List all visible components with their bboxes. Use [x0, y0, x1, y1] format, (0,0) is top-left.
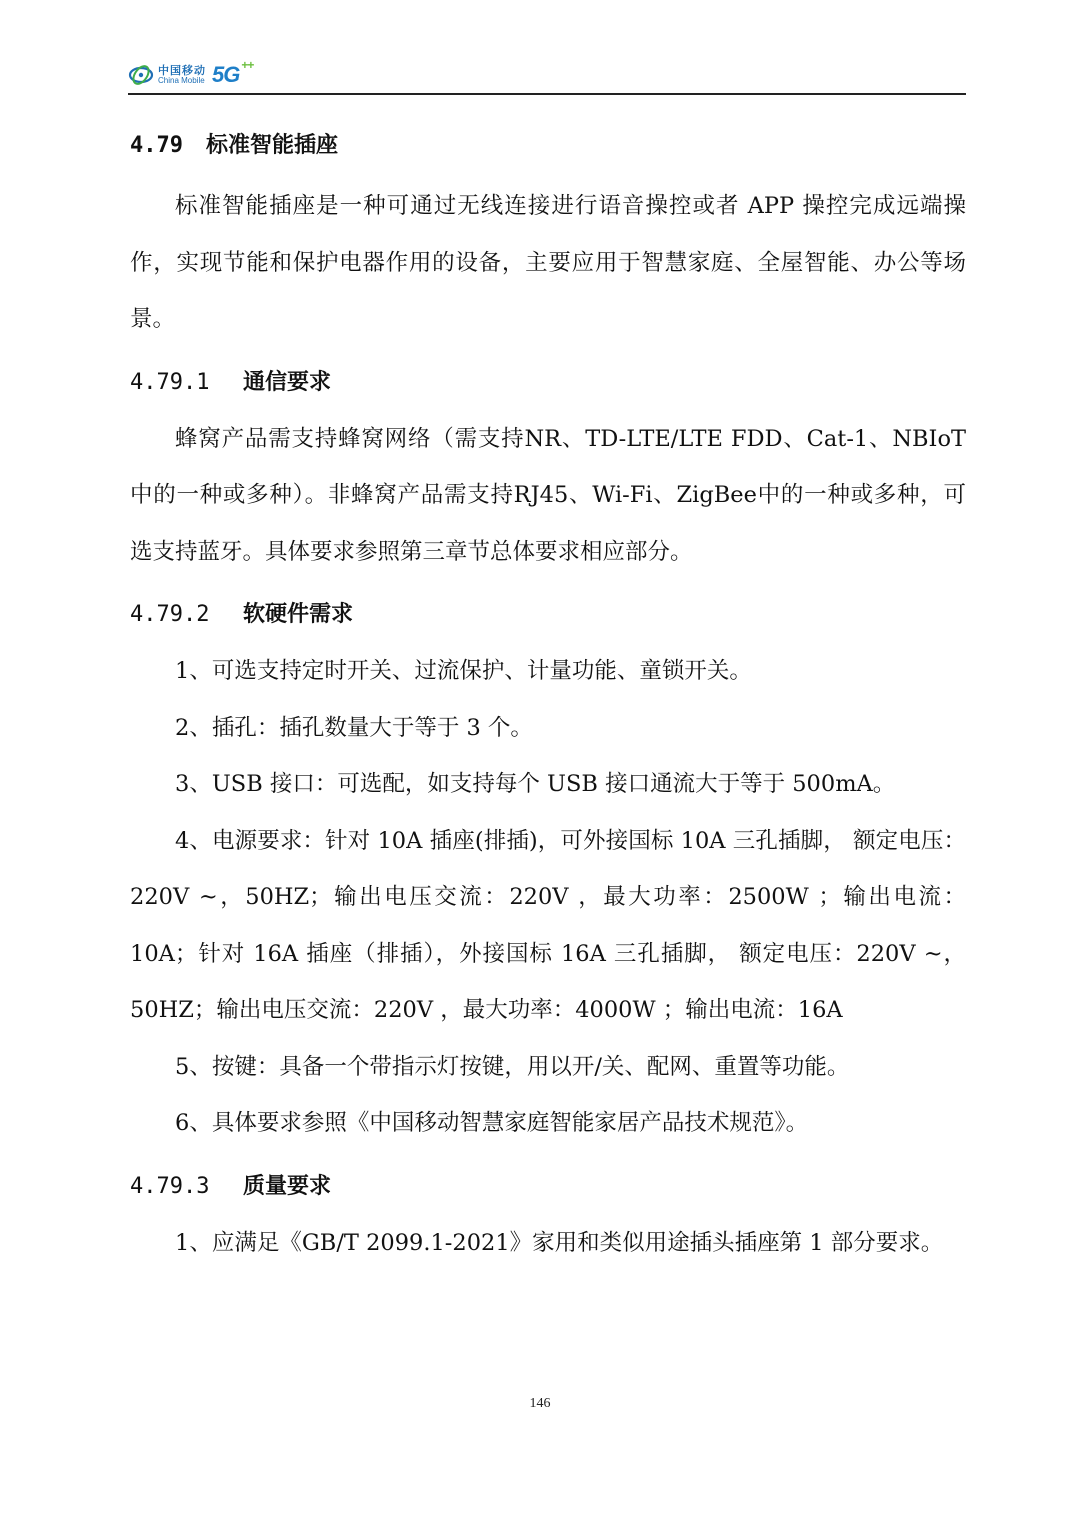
subsection-title: 质量要求	[243, 1173, 332, 1199]
header-rule	[128, 93, 966, 95]
requirement-item: 3、USB 接口：可选配，如支持每个 USB 接口通流大于等于 500mA。	[175, 771, 896, 797]
requirement-item: 5、按键：具备一个带指示灯按键，用以开/关、配网、重置等功能。	[175, 1053, 850, 1080]
requirement-item: 6、具体要求参照《中国移动智慧家庭智能家居产品技术规范》。	[175, 1110, 809, 1136]
logo-5g	[212, 58, 254, 88]
china-mobile-logo	[128, 58, 254, 88]
section-heading	[130, 118, 966, 174]
subsection-number: 4.79.3	[130, 1173, 210, 1199]
page-content	[130, 118, 966, 1271]
requirement-item: 2、插孔：插孔数量大于等于 3 个。	[175, 714, 533, 741]
section-title: 标准智能插座	[206, 133, 339, 158]
logo-5g-plus: ++	[241, 58, 254, 72]
subsection-heading-quality	[130, 1159, 966, 1215]
logo-5g-text: 5G	[212, 62, 240, 87]
communication-text: 蜂窝产品需支持蜂窝网络（需支持NR、TD-LTE/LTE FDD、Cat-1、NBIoT中的一种或多种）。非蜂窝产品需支持RJ45、Wi-Fi、ZigBee中的一种或多种，可选支持蓝牙。具体要求参照第三章节总体要求相应部分。	[130, 425, 966, 565]
china-mobile-swirl-icon	[128, 63, 154, 87]
page-header	[128, 60, 966, 94]
subsection-heading-communication	[130, 355, 966, 411]
logo-chinese-name: 中国移动	[158, 64, 206, 77]
section-number: 4.79	[130, 133, 183, 158]
subsection-title: 软硬件需求	[243, 602, 354, 627]
subsection-heading-hardware-software	[130, 587, 966, 643]
subsection-number: 4.79.1	[130, 369, 210, 395]
subsection-title: 通信要求	[243, 369, 332, 395]
quality-item: 1、应满足《GB/T 2099.1-2021》家用和类似用途插头插座第 1 部分要求。	[175, 1229, 944, 1256]
subsection-number: 4.79.2	[130, 602, 210, 627]
section-intro: 标准智能插座是一种可通过无线连接进行语音操控或者 APP 操控完成远端操作，实现节能和保护电器作用的设备，主要应用于智慧家庭、全屋智能、办公等场景。	[130, 193, 966, 332]
page-number: 146	[529, 1396, 551, 1411]
requirement-item: 1、可选支持定时开关、过流保护、计量功能、童锁开关。	[175, 658, 752, 684]
logo-text	[158, 65, 206, 85]
logo-english-name: China Mobile	[158, 76, 205, 85]
requirement-item: 4、电源要求：针对 10A 插座(排插)，可外接国标 10A 三孔插脚， 额定电压：220V ~，50HZ；输出电压交流：220V ，最大功率：2500W ；输出电流：10A；针对 16A 插座（排插），外接国标 16A 三孔插脚， 额定电压：220V ~，50HZ；输出电压交流：220V ，最大功率：4000W ；输出电流：16A	[130, 827, 966, 1023]
